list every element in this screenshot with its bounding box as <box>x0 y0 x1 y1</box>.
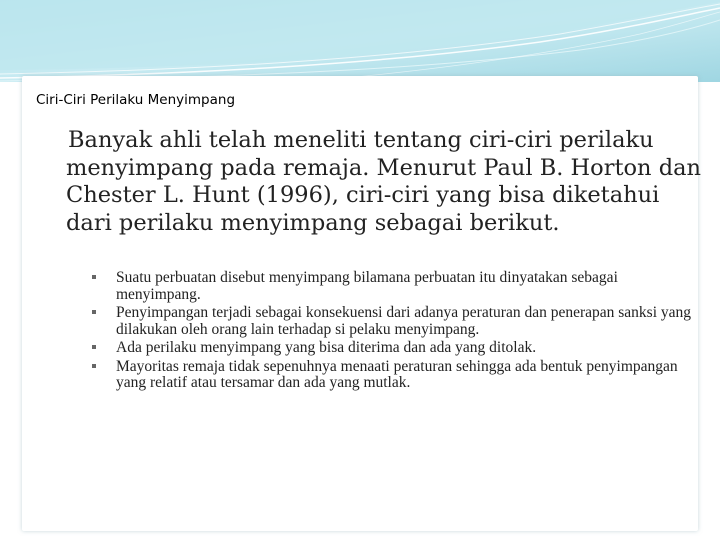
slide-title: Ciri-Ciri Perilaku Menyimpang <box>36 92 236 108</box>
bullet-item <box>92 359 692 392</box>
bullet-item <box>92 305 692 338</box>
header-wave-decoration <box>0 0 720 82</box>
bullet-item <box>92 270 692 303</box>
bullet-text: Ada perilaku menyimpang yang bisa diterima dan ada yang ditolak. <box>116 339 537 356</box>
bullet-marker-icon <box>92 364 96 368</box>
bullet-text: Suatu perbuatan disebut menyimpang bilamana perbuatan itu dinyatakan sebagai menyimpang. <box>116 269 618 303</box>
bullet-text: Penyimpangan terjadi sebagai konsekuensi dari adanya peraturan dan penerapan sanksi yang dilakukan oleh orang lain terhadap si pelaku menyimpang. <box>116 304 692 338</box>
bullet-text: Mayoritas remaja tidak sepenuhnya menaati peraturan sehingga ada bentuk penyimpangan yang relatif atau tersamar dan ada yang mutlak. <box>116 357 678 391</box>
intro-paragraph: Banyak ahli telah meneliti tentang ciri-ciri perilaku menyimpang pada remaja. Menurut Paul B. Horton dan Chester L. Hunt (1996), ciri-ciri yang bisa diketahui dari perilaku menyimpang sebagai berikut. <box>66 127 702 236</box>
bullet-item <box>92 340 692 357</box>
bullet-marker-icon <box>92 345 96 349</box>
bullet-marker-icon <box>92 275 96 279</box>
bullet-marker-icon <box>92 310 96 314</box>
bullet-list <box>92 270 692 394</box>
